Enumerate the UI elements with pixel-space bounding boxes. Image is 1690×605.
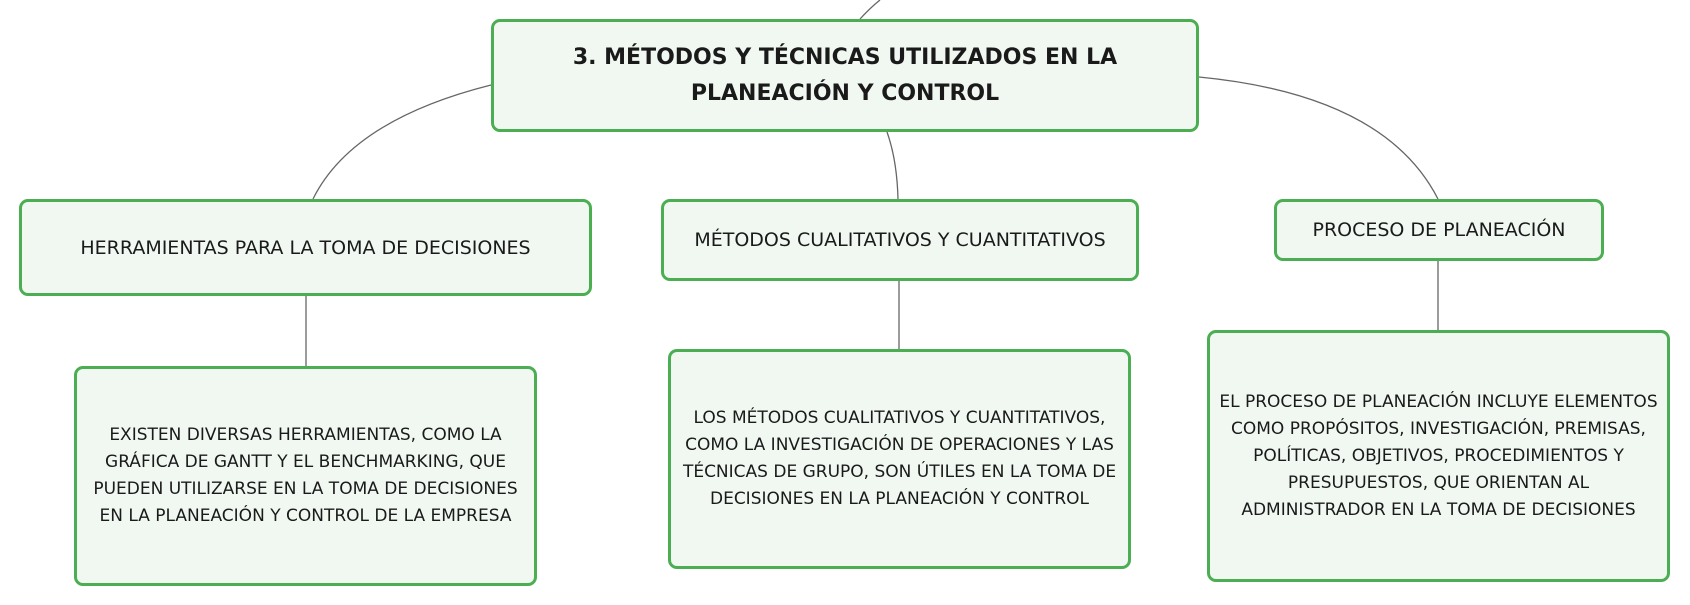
branch-label: PROCESO DE PLANEACIÓN: [1312, 219, 1566, 241]
connector-root-to-branch-2: [887, 132, 898, 199]
connector-root-to-branch-3: [1199, 77, 1438, 199]
branch-node-herramientas[interactable]: [19, 199, 592, 296]
detail-node-proceso[interactable]: [1207, 330, 1670, 582]
root-topic-title: [573, 40, 1117, 112]
detail-node-metodos[interactable]: [668, 349, 1131, 569]
root-topic-title-line-1: 3. MÉTODOS Y TÉCNICAS UTILIZADOS EN LA: [572, 44, 1118, 70]
detail-text: EXISTEN DIVERSAS HERRAMIENTAS, COMO LA GRÁFICA DE GANTT Y EL BENCHMARKING, QUE PUEDEN UTILIZARSE EN LA TOMA DE DECISIONES EN LA PLANEACIÓN Y CONTROL DE LA EMPRESA: [93, 425, 518, 526]
detail-text: LOS MÉTODOS CUALITATIVOS Y CUANTITATIVOS, COMO LA INVESTIGACIÓN DE OPERACIONES Y LAS TÉCNICAS DE GRUPO, SON ÚTILES EN LA TOMA DE DECISIONES EN LA PLANEACIÓN Y CONTROL: [682, 408, 1117, 509]
detail-node-herramientas[interactable]: [74, 366, 537, 586]
root-topic-title-line-2: PLANEACIÓN Y CONTROL: [690, 80, 1000, 106]
branch-label: MÉTODOS CUALITATIVOS Y CUANTITATIVOS: [694, 229, 1106, 251]
branch-label: HERRAMIENTAS PARA LA TOMA DE DECISIONES: [80, 236, 531, 259]
branch-node-metodos[interactable]: [661, 199, 1139, 281]
branch-node-proceso[interactable]: [1274, 199, 1604, 261]
root-topic-node[interactable]: [491, 19, 1199, 132]
connector-root-to-branch-1: [313, 85, 491, 199]
connector-parent-to-root: [860, 0, 880, 19]
detail-text: EL PROCESO DE PLANEACIÓN INCLUYE ELEMENTOS COMO PROPÓSITOS, INVESTIGACIÓN, PREMISAS, POLÍTICAS, OBJETIVOS, PROCEDIMIENTOS Y PRESUPUESTOS, QUE ORIENTAN AL ADMINISTRADOR EN LA TOMA DE DECISIONES: [1219, 391, 1658, 520]
